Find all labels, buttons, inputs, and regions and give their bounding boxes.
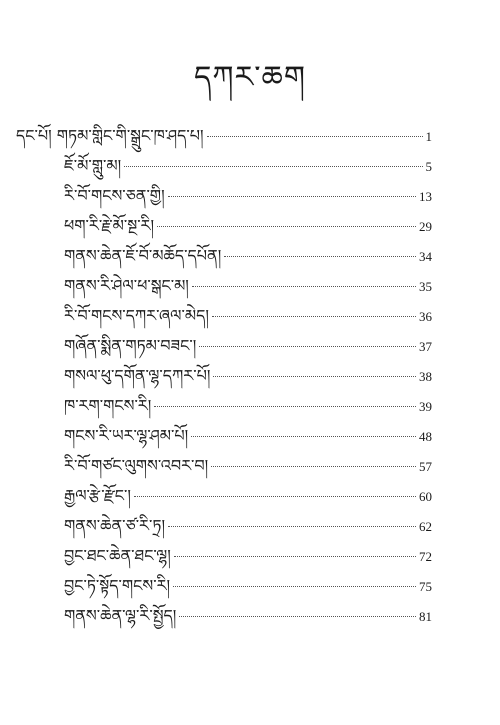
dot-leader <box>168 526 416 527</box>
toc-entry-label: བྱང་ཏེ་སྟོད་གངས་རི། <box>64 576 171 595</box>
toc-page-number: 57 <box>419 459 432 474</box>
toc-entry[interactable] <box>64 568 432 594</box>
toc-page-number: 34 <box>419 249 432 264</box>
toc-entry-label: གངས་རི་ཡར་ལྷ་ཤམ་པོ། <box>64 426 189 445</box>
toc-entry-label: གཞོན་སྨིན་གཏམ་བཟང་། <box>64 336 197 355</box>
toc-entry-label: བྱང་ཐང་ཆེན་ཐང་ལྷ། <box>64 546 171 565</box>
toc-entry-label: གནས་ཆེན་ཇོ་བོ་མཆོད་དཔོན། <box>64 246 222 265</box>
toc-entry[interactable] <box>64 478 432 504</box>
toc-entry[interactable] <box>64 148 432 174</box>
dot-leader <box>211 466 416 467</box>
dot-leader <box>213 376 416 377</box>
toc-page-number: 60 <box>419 489 432 504</box>
toc-entry[interactable] <box>64 208 432 234</box>
dot-leader <box>191 436 416 437</box>
toc-entry[interactable] <box>64 358 432 384</box>
toc-entry-label: རི་བོ་གཙང་ལུགས་འབར་བ། <box>64 456 209 475</box>
toc-entry[interactable] <box>64 328 432 354</box>
toc-entry[interactable] <box>64 508 432 534</box>
toc-entry[interactable] <box>64 598 432 624</box>
toc-page-number: 62 <box>419 519 432 534</box>
toc-entry-label: རི་བོ་གངས་ཅན་གྱི། <box>64 186 165 205</box>
toc-entry-label: གནས་ཆེན་ཙ་རི་ཏྲ། <box>64 516 166 535</box>
toc-entry[interactable] <box>64 388 432 414</box>
toc-page-number: 38 <box>419 369 432 384</box>
toc-entry-label: རི་བོ་གངས་དཀར་ཞལ་མེད། <box>64 306 209 325</box>
toc-entry-label: ཇོ་མོ་གླུ་མ། <box>64 156 122 175</box>
dot-leader <box>168 196 416 197</box>
toc-entry-label: གསལ་ཕུ་དགོན་ལྷ་དཀར་པོ། <box>64 366 211 385</box>
toc-entry-label: ཁ་རག་གངས་རི། <box>64 396 152 415</box>
toc-entry[interactable] <box>64 298 432 324</box>
toc-entry[interactable] <box>64 418 432 444</box>
page-title: དཀར་ཆག <box>194 60 306 95</box>
toc-entry-label: རྒྱལ་རྩེ་རྫོང་། <box>64 486 131 505</box>
toc-page-number: 39 <box>419 399 432 414</box>
toc-page-number: 5 <box>425 159 432 174</box>
toc-page-number: 81 <box>419 609 432 624</box>
toc-page-number: 37 <box>419 339 432 354</box>
toc-entry-label: གནས་ཆེན་ལྷ་རི་སྤྱོད། <box>64 606 177 625</box>
toc-page-number: 13 <box>419 189 432 204</box>
toc-page-number: 35 <box>419 279 432 294</box>
toc-entry[interactable] <box>16 118 432 144</box>
dot-leader <box>192 286 416 287</box>
toc-entry-label: ཕག་རི་རྗེ་མོ་སྔ་རི། <box>64 216 155 235</box>
toc-page-number: 36 <box>419 309 432 324</box>
toc-entry[interactable] <box>64 268 432 294</box>
dot-leader <box>157 226 416 227</box>
toc-page-number: 75 <box>419 579 432 594</box>
dot-leader <box>179 616 416 617</box>
toc-page-number: 29 <box>419 219 432 234</box>
dot-leader <box>212 316 416 317</box>
toc-page-number: 1 <box>425 129 432 144</box>
dot-leader <box>134 496 416 497</box>
dot-leader <box>199 346 416 347</box>
toc-page-number: 48 <box>419 429 432 444</box>
dot-leader <box>154 406 416 407</box>
toc-page-number: 72 <box>419 549 432 564</box>
dot-leader <box>173 586 416 587</box>
toc-entry[interactable] <box>64 448 432 474</box>
toc-entry-label: དང་པོ། གཏམ་གླིང་གི་སྒྲུང་ཁ་ཤད་པ། <box>16 126 204 145</box>
toc-entry[interactable] <box>64 538 432 564</box>
dot-leader <box>124 166 422 167</box>
dot-leader <box>224 256 416 257</box>
dot-leader <box>207 136 423 137</box>
toc-entry-label: གནས་རི་ཤེལ་ཕ་སྒང་མ། <box>64 276 189 295</box>
toc-entry[interactable] <box>64 178 432 204</box>
dot-leader <box>174 556 416 557</box>
toc-entry[interactable] <box>64 238 432 264</box>
